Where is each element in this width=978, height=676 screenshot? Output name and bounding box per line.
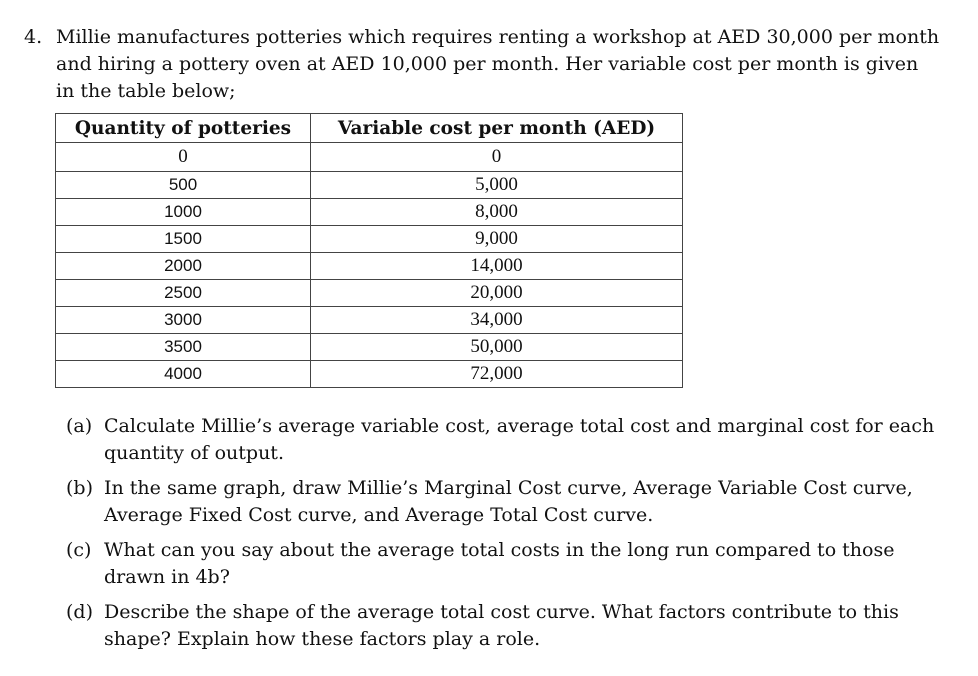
- variable-cost-cell: 20,000: [311, 280, 683, 307]
- question-text: [56, 24, 940, 105]
- table-row: [56, 172, 683, 199]
- quantity-cell: 500: [56, 172, 311, 199]
- question-line: Millie manufactures potteries which requires renting a workshop at AED 30,000 per month: [56, 26, 940, 48]
- part-label: (d): [66, 601, 93, 623]
- part-text: [104, 599, 906, 653]
- question-line: in the table below;: [56, 80, 236, 102]
- quantity-column-header: Quantity of potteries: [56, 114, 311, 143]
- part-text: [104, 537, 906, 591]
- quantity-cell: 0: [56, 143, 311, 172]
- part-line: quantity of output.: [104, 442, 284, 464]
- question-parts: [66, 413, 935, 661]
- question-4: [24, 24, 940, 105]
- part-text: [104, 475, 913, 529]
- quantity-cell: 1000: [56, 199, 311, 226]
- table-header-row: [56, 114, 683, 143]
- quantity-cell: 1500: [56, 226, 311, 253]
- table-row: [56, 253, 683, 280]
- part-line: shape? Explain how these factors play a role.: [104, 628, 541, 650]
- variable-cost-cell: 72,000: [311, 361, 683, 388]
- variable-cost-column-header: Variable cost per month (AED): [311, 114, 683, 143]
- part-b: [66, 475, 913, 529]
- quantity-cell: 4000: [56, 361, 311, 388]
- part-a: [66, 413, 935, 467]
- part-line: Average Fixed Cost curve, and Average Total Cost curve.: [104, 504, 654, 526]
- table-row: [56, 280, 683, 307]
- variable-cost-cell: 50,000: [311, 334, 683, 361]
- part-text: [104, 413, 935, 467]
- quantity-cell: 3000: [56, 307, 311, 334]
- variable-cost-table: [55, 113, 683, 388]
- part-line: Describe the shape of the average total cost curve. What factors contribute to this: [104, 601, 899, 623]
- question-line: and hiring a pottery oven at AED 10,000 per month. Her variable cost per month is given: [56, 53, 919, 75]
- variable-cost-cell: 8,000: [311, 199, 683, 226]
- part-line: Calculate Millie’s average variable cost, average total cost and marginal cost for each: [104, 415, 935, 437]
- question-number: 4.: [24, 26, 43, 48]
- part-d: [66, 599, 906, 653]
- quantity-cell: 2500: [56, 280, 311, 307]
- part-label: (a): [66, 415, 93, 437]
- table-row: [56, 143, 683, 172]
- variable-cost-cell: 5,000: [311, 172, 683, 199]
- quantity-cell: 2000: [56, 253, 311, 280]
- part-label: (c): [66, 539, 92, 561]
- variable-cost-cell: 9,000: [311, 226, 683, 253]
- variable-cost-cell: 14,000: [311, 253, 683, 280]
- variable-cost-cell: 0: [311, 143, 683, 172]
- variable-cost-cell: 34,000: [311, 307, 683, 334]
- quantity-cell: 3500: [56, 334, 311, 361]
- part-line: What can you say about the average total costs in the long run compared to those: [104, 539, 895, 561]
- table-row: [56, 334, 683, 361]
- table-row: [56, 226, 683, 253]
- part-label: (b): [66, 477, 93, 499]
- part-c: [66, 537, 906, 591]
- part-line: drawn in 4b?: [104, 566, 230, 588]
- part-line: In the same graph, draw Millie’s Marginal Cost curve, Average Variable Cost curve,: [104, 477, 913, 499]
- table-row: [56, 361, 683, 388]
- table-row: [56, 307, 683, 334]
- table-row: [56, 199, 683, 226]
